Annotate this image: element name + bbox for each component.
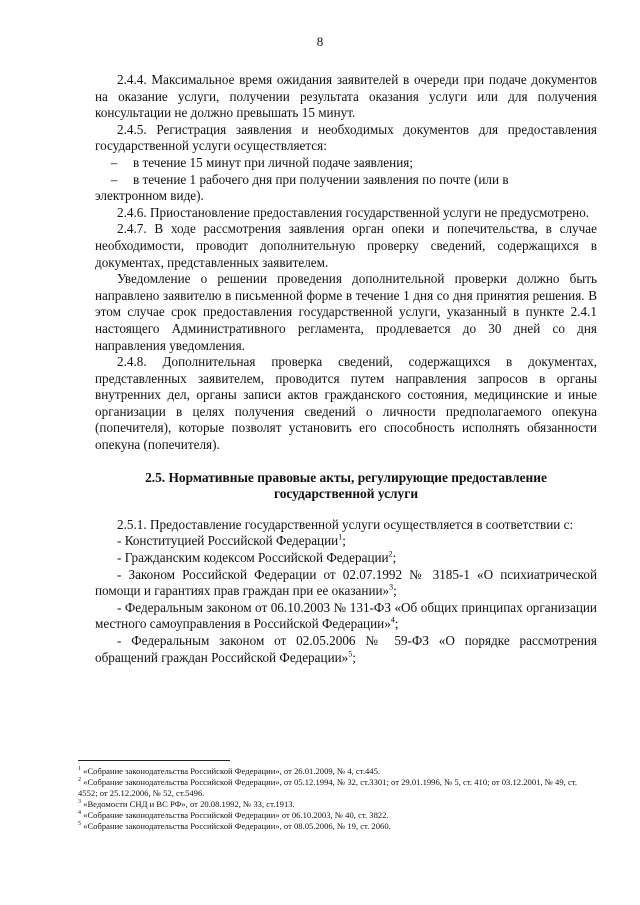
footnote xyxy=(78,777,598,799)
footnote xyxy=(78,821,598,832)
page-number: 8 xyxy=(316,34,324,49)
paragraph-2-4-6: 2.4.6. Приостановление предоставления государственной услуги не предусмотрено. xyxy=(117,204,590,220)
footnote-text: «Собрание законодательства Российской Федерации», от 05.12.1994, № 32, ст.3301; от 29.01.1996, № 5, ст. 410; от 03.12.2001, № 49, ст. 4552; от 25.12.2006, № 52, ст.5496. xyxy=(78,777,578,798)
legal-act-tail: ; xyxy=(342,533,346,549)
footnote-ref: 4 xyxy=(390,616,395,626)
dash-item-1 xyxy=(95,155,597,172)
legal-act-text: - Законом Российской Федерации от 02.07.1992 № 3185-1 «О психиатрической помощи и гарантиях прав граждан при ее оказании» xyxy=(95,566,597,599)
dash-mark: – xyxy=(110,154,118,170)
paragraph-2-4-8: 2.4.8. Дополнительная проверка сведений, содержащихся в документах, представленных заявителем, проводится путем направления запросов в органы внутренних дел, органы записи актов гражданского состояния, медицинские и иные организации в целях получения сведений о личности предполагаемого опекуна (попечителя), которые позволят установить его способность исполнять обязанности опекуна (попечителя). xyxy=(95,354,597,453)
section-heading-line-2: государственной услуги xyxy=(273,486,419,502)
footnote-number: 2 xyxy=(78,777,81,784)
legal-act-tail: ; xyxy=(392,550,397,566)
legal-act-item xyxy=(95,633,597,666)
paragraph-2-5-1: 2.5.1. Предоставление государственной услуги осуществляется в соответствии с: xyxy=(117,516,574,532)
paragraph-2-4-7: 2.4.7. В ходе рассмотрения заявления орган опеки и попечительства, в случае необходимости, проводит дополнительную проверку сведений, содержащихся в документах, представленных заявителем. xyxy=(95,221,597,270)
footnote-number: 4 xyxy=(78,810,81,817)
footnote-number: 3 xyxy=(78,799,81,806)
footnote-text: «Собрание законодательства Российской Федерации», от 08.05.2006, № 19, ст. 2060. xyxy=(83,821,391,831)
legal-act-item xyxy=(95,600,597,633)
legal-act-item xyxy=(95,550,597,567)
legal-act-text: - Конституцией Российской Федерации xyxy=(117,533,339,549)
legal-act-tail: ; xyxy=(393,583,397,599)
paragraph-2-4-4: 2.4.4. Максимальное время ожидания заявителей в очереди при подаче документов на оказание услуги, получении результата оказания услуги или для получения консультации не должно превышать 15 минут. xyxy=(95,72,597,121)
legal-act-text: - Гражданским кодексом Российской Федерации xyxy=(117,550,389,566)
footnote-ref: 2 xyxy=(388,549,393,559)
footnote-number: 1 xyxy=(78,766,81,773)
footnote-text: «Собрание законодательства Российской Федерации», от 26.01.2009, № 4, ст.445. xyxy=(83,766,381,776)
legal-act-item xyxy=(95,533,597,550)
legal-act-tail: ; xyxy=(352,649,356,665)
section-heading-line-1: 2.5. Нормативные правовые акты, регулирующие предоставление xyxy=(145,469,547,485)
paragraph-2-4-5: 2.4.5. Регистрация заявления и необходимых документов для предоставления государственной услуги осуществляется: xyxy=(95,121,597,154)
legal-act-tail: ; xyxy=(394,616,399,632)
legal-act-text: - Федеральным законом от 06.10.2003 № 131-ФЗ «Об общих принципах организации местного самоуправления в Российской Федерации» xyxy=(95,599,597,632)
paragraph-2-4-7-notice: Уведомление о решении проведения дополнительной проверки должно быть направлено заявителю в письменной форме в течение 1 дня со дня принятия решения. В этом случае срок предоставления государственной услуги, указанный в пункте 2.4.1 настоящего Административного регламента, продлевается до 30 дней со дня направления уведомления. xyxy=(95,271,597,353)
footnote xyxy=(78,799,598,810)
footnote-ref: 3 xyxy=(389,582,394,592)
legal-act-item xyxy=(95,567,597,600)
footnote-number: 5 xyxy=(78,821,81,828)
footnote xyxy=(78,810,598,821)
dash-item-text: в течение 15 минут при личной подаче заявления; xyxy=(133,154,413,170)
dash-mark: – xyxy=(110,171,118,187)
dash-item-text: в течение 1 рабочего дня при получении заявления по почте (или в xyxy=(133,171,509,187)
dash-item-2 xyxy=(95,172,597,189)
footnotes xyxy=(78,760,598,832)
footnote-ref: 1 xyxy=(338,533,343,543)
footnote-divider xyxy=(78,760,230,761)
footnote xyxy=(78,766,598,777)
legal-act-text: - Федеральным законом от 02.05.2006 № 59-ФЗ «О порядке рассмотрения обращений граждан Российской Федерации» xyxy=(95,633,597,665)
footnote-text: «Собрание законодательства Российской Федерации» от 06.10.2003, № 40, ст. 3822. xyxy=(83,810,389,820)
document-body xyxy=(95,72,597,666)
footnote-text: «Ведомости СНД и ВС РФ», от 20.08.1992, № 33, ст.1913. xyxy=(83,799,295,809)
footnote-ref: 5 xyxy=(348,649,353,659)
dash-item-2-continuation: электронном виде). xyxy=(95,188,204,204)
section-heading-2-5 xyxy=(95,470,597,503)
